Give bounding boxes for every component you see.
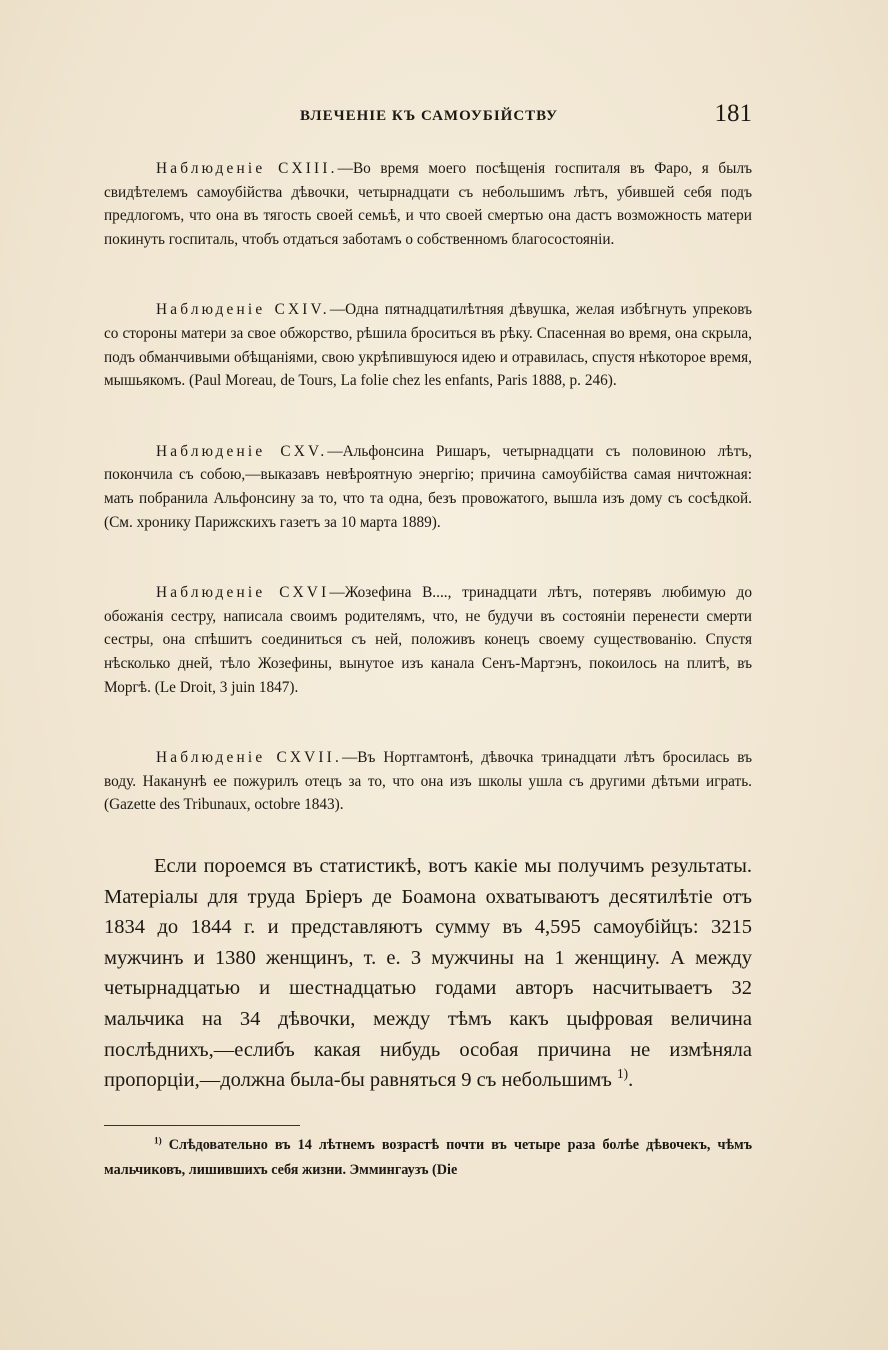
observation-heading: Наблюденіе CXVII. xyxy=(156,749,342,767)
page-number: 181 xyxy=(714,100,752,127)
observation-cxv xyxy=(104,440,752,534)
observation-text: —Во время моего посѣщенія госпиталя въ Фаро, я былъ свидѣтелемъ самоубійства дѣвочки, четырнадцати съ небольшимъ лѣтъ, убившей себя подъ предлогомъ, что она въ тягость своей семьѣ, и что своей смертью она дастъ возможность матери покинуть госпиталь, чтобъ отдаться заботамъ о собственномъ благосостояніи. xyxy=(104,160,752,248)
running-title: ВЛЕЧЕНІЕ КЪ САМОУБІЙСТВУ xyxy=(300,108,558,124)
footnote-marker: 1) xyxy=(154,1135,162,1146)
observation-text: —Одна пятнадцатилѣтняя дѣвушка, желая избѣгнуть упрековъ со стороны матери за свое обжорство, рѣшила броситься въ рѣку. Спасенная во время, она скрыла, подъ обманчивыми обѣщаніями, свою укрѣпившуюся идею и отравилась, спустя нѣкоторое время, мышьякомъ. (Paul Moreau, de Tours, La folie chez les enfants, Paris 1888, p. 246). xyxy=(104,301,752,390)
observation-cxiv xyxy=(104,298,752,392)
observation-heading: Наблюденіе CXIV. xyxy=(156,301,330,319)
observation-heading: Наблюденіе CXV. xyxy=(156,442,328,460)
main-paragraph: Если пороемся въ статистикѣ, вотъ какіе мы получимъ результаты. Матеріалы для труда Бріеръ де Боамона охватываютъ десятилѣтіе отъ 1834 до 1844 г. и представляютъ сумму въ 4,595 самоубійцъ: 3215 мужчинъ и 1380 женщинъ, т. е. 3 мужчины на 1 женщину. А между четырнадцатью и шестнадцатью годами авторъ насчитываетъ 32 мальчика на 34 дѣвочки, между тѣмъ какъ цыфровая величина послѣднихъ,—еслибъ какая нибудь особая причина не измѣняла пропорціи,—должна была-бы равняться 9 съ небольшимъ $^{1)}$. xyxy=(104,855,752,1092)
footnote-text: Слѣдовательно въ 14 лѣтнемъ возрастѣ почти въ четыре раза болѣе дѣвочекъ, чѣмъ мальчиковъ, лишившихъ себя жизни. Эммингаузъ (Die xyxy=(104,1137,752,1178)
observation-cxvii xyxy=(104,746,752,817)
footnote-divider xyxy=(104,1125,300,1126)
observation-cxiii xyxy=(104,157,752,251)
page-header xyxy=(104,100,752,134)
observations-list xyxy=(104,157,752,864)
footnote xyxy=(104,1133,752,1183)
observation-heading: Наблюденіе CXVI xyxy=(156,584,330,602)
footnote-reference: 1) xyxy=(617,1066,629,1082)
observation-text: —Жозефина В...., тринадцати лѣтъ, потерявъ любимую до обожанія сестру, написала своимъ родителямъ, что, не будучи въ состояніи перенести смерти сестры, она спѣшитъ соединиться съ ней, положивъ конецъ своему существованію. Спустя нѣсколько дней, тѣло Жозефины, вынутое изъ канала Сенъ-Мартэнъ, покоилось на плитѣ, въ Моргѣ. (Le Droit, 3 juin 1847). xyxy=(104,584,752,696)
observation-cxvi xyxy=(104,581,752,699)
main-paragraph-text: Если пороемся въ статистикѣ, вотъ какіе мы получимъ результаты. Матеріалы для труда Бріеръ де Боамона охватываютъ десятилѣтіе отъ 1834 до 1844 г. и представляютъ сумму въ 4,595 самоубійцъ: 3215 мужчинъ и 1380 женщинъ, т. е. 3 мужчины на 1 женщину. А между четырнадцатью и шестнадцатью годами авторъ насчитываетъ 32 мальчика на 34 дѣвочки, между тѣмъ какъ цыфровая величина послѣднихъ,—еслибъ какая нибудь особая причина не измѣняла пропорціи,—должна была-бы равняться 9 съ небольшимъ xyxy=(104,855,752,1092)
observation-heading: Наблюденіе CXIII. xyxy=(156,160,338,177)
observation-text: —Альфонсина Ришаръ, четырнадцати съ половиною лѣтъ, покончила съ собою,—выказавъ невѣроятную энергію; причина самоубійства самая ничтожная: мать побранила Альфонсину за то, что та одна, безъ провожатого, вышла изъ дому съ сосѣдкой. (См. хронику Парижскихъ газетъ за 10 марта 1889). xyxy=(104,442,752,531)
observation-text: —Въ Нортгамтонѣ, дѣвочка тринадцати лѣтъ бросилась въ воду. Наканунѣ ее пожурилъ отецъ за то, что она изъ школы ушла съ другими дѣтьми играть. (Gazette des Tribunaux, octobre 1843). xyxy=(104,749,752,814)
